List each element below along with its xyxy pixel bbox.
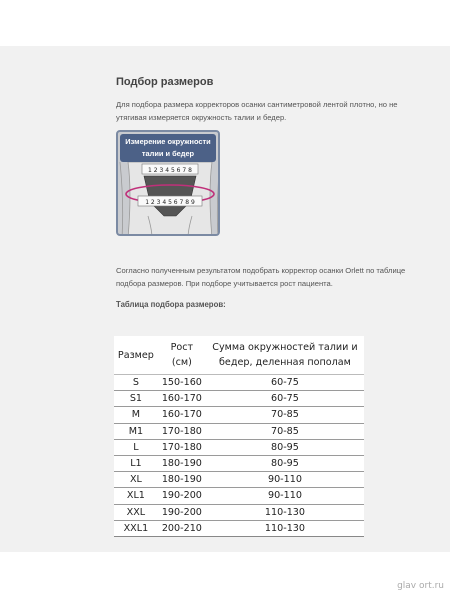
cell-size: S1	[114, 391, 158, 407]
table-row	[114, 391, 364, 407]
cell-size: L1	[114, 455, 158, 471]
measurement-diagram	[116, 130, 220, 236]
cell-height: 170-180	[158, 439, 206, 455]
cell-sum: 90-110	[206, 488, 364, 504]
intro-text: Для подбора размера корректоров осанки сантиметровой лентой плотно, но не утягивая измеряется окружность талии и бедер.	[116, 100, 398, 122]
header-height	[158, 336, 206, 375]
size-table	[114, 336, 364, 537]
cell-height: 180-190	[158, 455, 206, 471]
table-row	[114, 504, 364, 520]
cell-height: 150-160	[158, 375, 206, 391]
table-row	[114, 407, 364, 423]
diagram-title-line1: Измерение окружности	[125, 137, 211, 146]
cell-height: 160-170	[158, 391, 206, 407]
watermark: glav ort.ru	[397, 581, 444, 591]
cell-size: S	[114, 375, 158, 391]
table-row	[114, 520, 364, 536]
diagram-header	[120, 134, 216, 162]
table-header-row	[114, 336, 364, 375]
cell-height: 170-180	[158, 423, 206, 439]
cell-sum: 60-75	[206, 375, 364, 391]
table-row	[114, 455, 364, 471]
header-sum-line1: Сумма окружностей талии и	[212, 342, 358, 353]
cell-size: XL	[114, 472, 158, 488]
cell-height: 190-200	[158, 504, 206, 520]
cell-size: XL1	[114, 488, 158, 504]
table-row	[114, 488, 364, 504]
diagram-title-line2: талии и бедер	[141, 149, 195, 158]
table-row	[114, 472, 364, 488]
cell-sum: 70-85	[206, 423, 364, 439]
cell-size: XXL	[114, 504, 158, 520]
cell-sum: 80-95	[206, 439, 364, 455]
cell-size: M	[114, 407, 158, 423]
header-height-line2: (см)	[171, 357, 192, 368]
header-height-line1: Рост	[170, 342, 194, 353]
cell-sum: 110-130	[206, 504, 364, 520]
table-caption: Таблица подбора размеров:	[116, 300, 226, 309]
table-row	[114, 423, 364, 439]
cell-size: L	[114, 439, 158, 455]
instruction-text: Согласно полученным результатом подобрать корректор осанки Orlett по таблице подбора размеров. При подборе учитывается рост пациента.	[116, 266, 406, 288]
cell-size: M1	[114, 423, 158, 439]
section-title: Подбор размеров	[116, 76, 214, 88]
table-row	[114, 439, 364, 455]
cell-sum: 60-75	[206, 391, 364, 407]
table-row	[114, 375, 364, 391]
cell-size: XXL1	[114, 520, 158, 536]
header-size: Размер	[114, 336, 158, 375]
svg-text:1 2 3 4 5 6 7 8: 1 2 3 4 5 6 7 8	[148, 167, 192, 174]
cell-sum: 110-130	[206, 520, 364, 536]
cell-height: 190-200	[158, 488, 206, 504]
cell-sum: 90-110	[206, 472, 364, 488]
cell-height: 160-170	[158, 407, 206, 423]
header-sum	[206, 336, 364, 375]
cell-sum: 70-85	[206, 407, 364, 423]
svg-text:1 2 3 4 5 6 7 8 9: 1 2 3 4 5 6 7 8 9	[145, 199, 195, 206]
cell-height: 180-190	[158, 472, 206, 488]
cell-sum: 80-95	[206, 455, 364, 471]
cell-height: 200-210	[158, 520, 206, 536]
header-sum-line2: бедер, деленная пополам	[219, 357, 351, 368]
